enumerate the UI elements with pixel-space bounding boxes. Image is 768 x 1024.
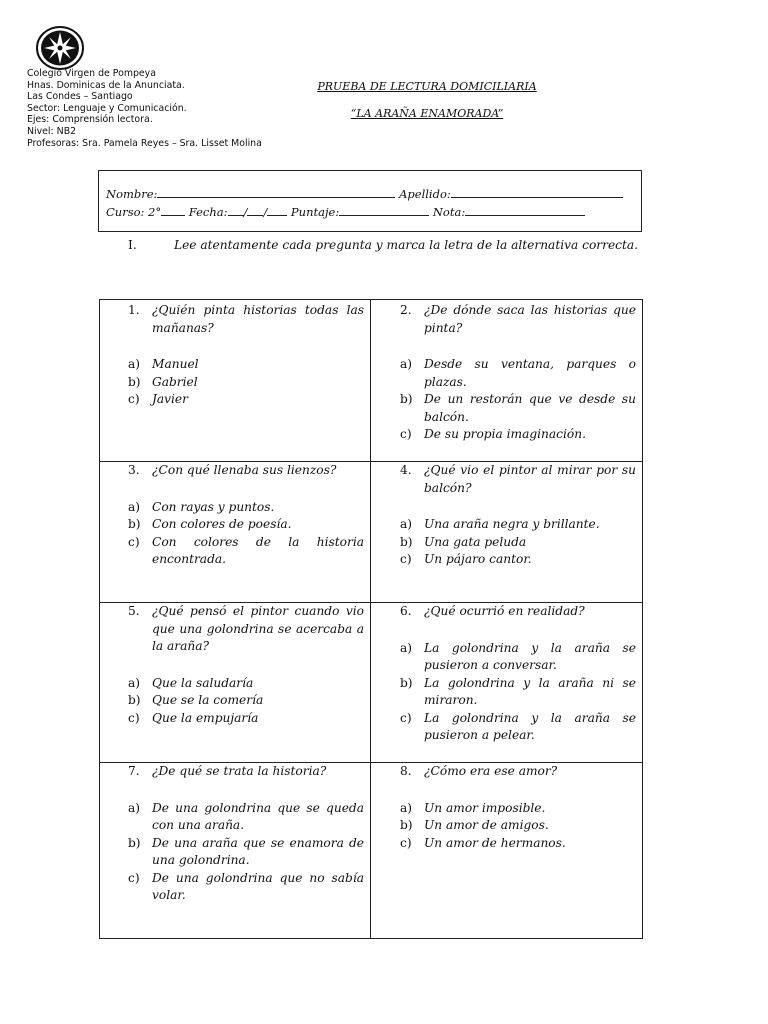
question-block: [128, 462, 364, 569]
option[interactable]: a) La golondrina y la araña se pusieron a conversar.: [400, 640, 636, 672]
section-number: I.: [128, 238, 137, 252]
option[interactable]: a) Manuel: [128, 356, 364, 374]
option-letter: c): [128, 870, 140, 885]
option[interactable]: a) Que la saludaría: [128, 675, 364, 693]
question-block: [400, 302, 636, 444]
option-letter: a): [128, 499, 141, 514]
option-letter: a): [400, 517, 413, 531]
grade-label: Nota:: [432, 205, 466, 219]
option-letter: c): [128, 710, 140, 725]
option-letter: b): [400, 534, 413, 549]
option[interactable]: b) De un restorán que ve desde su balcón.: [400, 392, 636, 424]
option-letter: c): [400, 427, 412, 441]
question-text: 3. ¿Con qué llenaba sus lienzos?: [128, 462, 364, 480]
option-letter: b): [400, 675, 413, 690]
option[interactable]: c) Que la empujaría: [128, 710, 364, 728]
instructions: [128, 236, 660, 255]
story-title: “LA ARAÑA ENAMORADA”: [350, 107, 504, 120]
question-number: 1.: [128, 303, 140, 317]
option[interactable]: c) De su propia imaginación.: [400, 426, 636, 444]
school-line: Ejes: Comprensión lectora.: [27, 114, 153, 126]
column-divider: [370, 300, 371, 938]
option-letter: c): [128, 392, 140, 406]
question-number: 8.: [400, 764, 412, 778]
option[interactable]: a) De una golondrina que se queda con una araña.: [128, 800, 364, 832]
question-text: 5. ¿Qué pensó el pintor cuando vio que una golondrina se acercaba a la araña?: [128, 604, 364, 653]
question-block: [400, 462, 636, 569]
option[interactable]: b) De una araña que se enamora de una golondrina.: [128, 835, 364, 867]
question-text: 6. ¿Qué ocurrió en realidad?: [400, 603, 636, 621]
option[interactable]: b) Gabriel: [128, 374, 364, 392]
option-letter: a): [128, 675, 141, 690]
date-day-field[interactable]: [228, 204, 244, 216]
option[interactable]: c) Un amor de hermanos.: [400, 835, 636, 853]
option[interactable]: c) La golondrina y la araña se pusieron a pelear.: [400, 710, 636, 742]
school-line: Las Condes – Santiago: [27, 91, 133, 103]
option-letter: a): [400, 357, 413, 371]
name-label: Nombre:: [106, 187, 158, 201]
question-number: 2.: [400, 303, 412, 317]
student-info-box: [98, 170, 642, 232]
option-letter: a): [400, 800, 413, 815]
option[interactable]: b) La golondrina y la araña ni se miraron.: [400, 675, 636, 707]
question-block: [128, 763, 364, 905]
course-label: Curso: 2°: [106, 205, 162, 219]
date-separator: /: [243, 205, 248, 219]
date-month-field[interactable]: [247, 204, 263, 216]
date-separator: /: [263, 205, 268, 219]
school-line: Sector: Lenguaje y Comunicación.: [27, 102, 187, 114]
option-letter: a): [128, 800, 141, 815]
surname-field[interactable]: [451, 186, 623, 198]
option[interactable]: c) Con colores de la historia encontrada.: [128, 534, 364, 566]
score-field[interactable]: [339, 204, 429, 216]
option[interactable]: c) De una golondrina que no sabía volar.: [128, 870, 364, 902]
course-row: [106, 204, 585, 219]
option-letter: c): [128, 534, 140, 549]
school-info: [27, 68, 262, 149]
question-block: [128, 302, 364, 409]
option-letter: b): [400, 392, 413, 406]
option[interactable]: a) Desde su ventana, parques o plazas.: [400, 357, 636, 389]
question-block: [400, 763, 636, 852]
instructions-text: Lee atentamente cada pregunta y marca la letra de la alternativa correcta.: [174, 238, 639, 252]
option-letter: b): [128, 835, 141, 850]
option[interactable]: a) Un amor imposible.: [400, 800, 636, 818]
grade-field[interactable]: [465, 204, 585, 216]
option[interactable]: c) Javier: [128, 391, 364, 409]
question-block: [400, 603, 636, 745]
question-number: 6.: [400, 604, 412, 618]
option-letter: b): [128, 517, 141, 531]
question-text: 2. ¿De dónde saca las historias que pinta?: [400, 303, 636, 335]
question-text: 8. ¿Cómo era ese amor?: [400, 763, 636, 781]
score-label: Puntaje:: [290, 205, 340, 219]
name-row: [106, 186, 623, 201]
date-label: Fecha:: [188, 205, 228, 219]
school-logo-icon: [36, 26, 84, 70]
option-letter: b): [128, 693, 141, 707]
question-text: 1. ¿Quién pinta historias todas las mañanas?: [128, 303, 364, 335]
question-number: 7.: [128, 764, 140, 778]
option-letter: c): [400, 710, 412, 725]
option-letter: c): [400, 835, 412, 850]
name-field[interactable]: [157, 186, 395, 198]
school-line: Profesoras: Sra. Pamela Reyes – Sra. Lisset Molina: [27, 137, 262, 149]
course-field[interactable]: [161, 204, 185, 216]
question-number: 4.: [400, 463, 412, 477]
option[interactable]: c) Un pájaro cantor.: [400, 551, 636, 569]
option[interactable]: a) Con rayas y puntos.: [128, 499, 364, 517]
question-text: 7. ¿De qué se trata la historia?: [128, 763, 364, 781]
option-letter: b): [400, 818, 413, 832]
option[interactable]: a) Una araña negra y brillante.: [400, 516, 636, 534]
question-number: 3.: [128, 463, 140, 477]
surname-label: Apellido:: [399, 187, 451, 201]
school-line: Colegio Virgen de Pompeya: [27, 68, 156, 79]
question-block: [128, 603, 364, 727]
school-line: Nivel: NB2: [27, 125, 77, 137]
option[interactable]: b) Con colores de poesía.: [128, 516, 364, 534]
option-letter: a): [400, 640, 413, 655]
option[interactable]: b) Un amor de amigos.: [400, 817, 636, 835]
option[interactable]: b) Una gata peluda: [400, 534, 636, 552]
option-letter: c): [400, 552, 412, 566]
test-title: PRUEBA DE LECTURA DOMICILIARIA: [317, 80, 537, 93]
questions-table: [99, 299, 643, 939]
question-text: 4. ¿Qué vio el pintor al mirar por su balcón?: [400, 463, 636, 495]
question-number: 5.: [128, 604, 140, 618]
option[interactable]: b) Que se la comería: [128, 692, 364, 710]
school-line: Hnas. Dominicas de la Anunciata.: [27, 79, 185, 91]
option-letter: b): [128, 374, 141, 389]
option-letter: a): [128, 357, 141, 371]
date-year-field[interactable]: [267, 204, 287, 216]
